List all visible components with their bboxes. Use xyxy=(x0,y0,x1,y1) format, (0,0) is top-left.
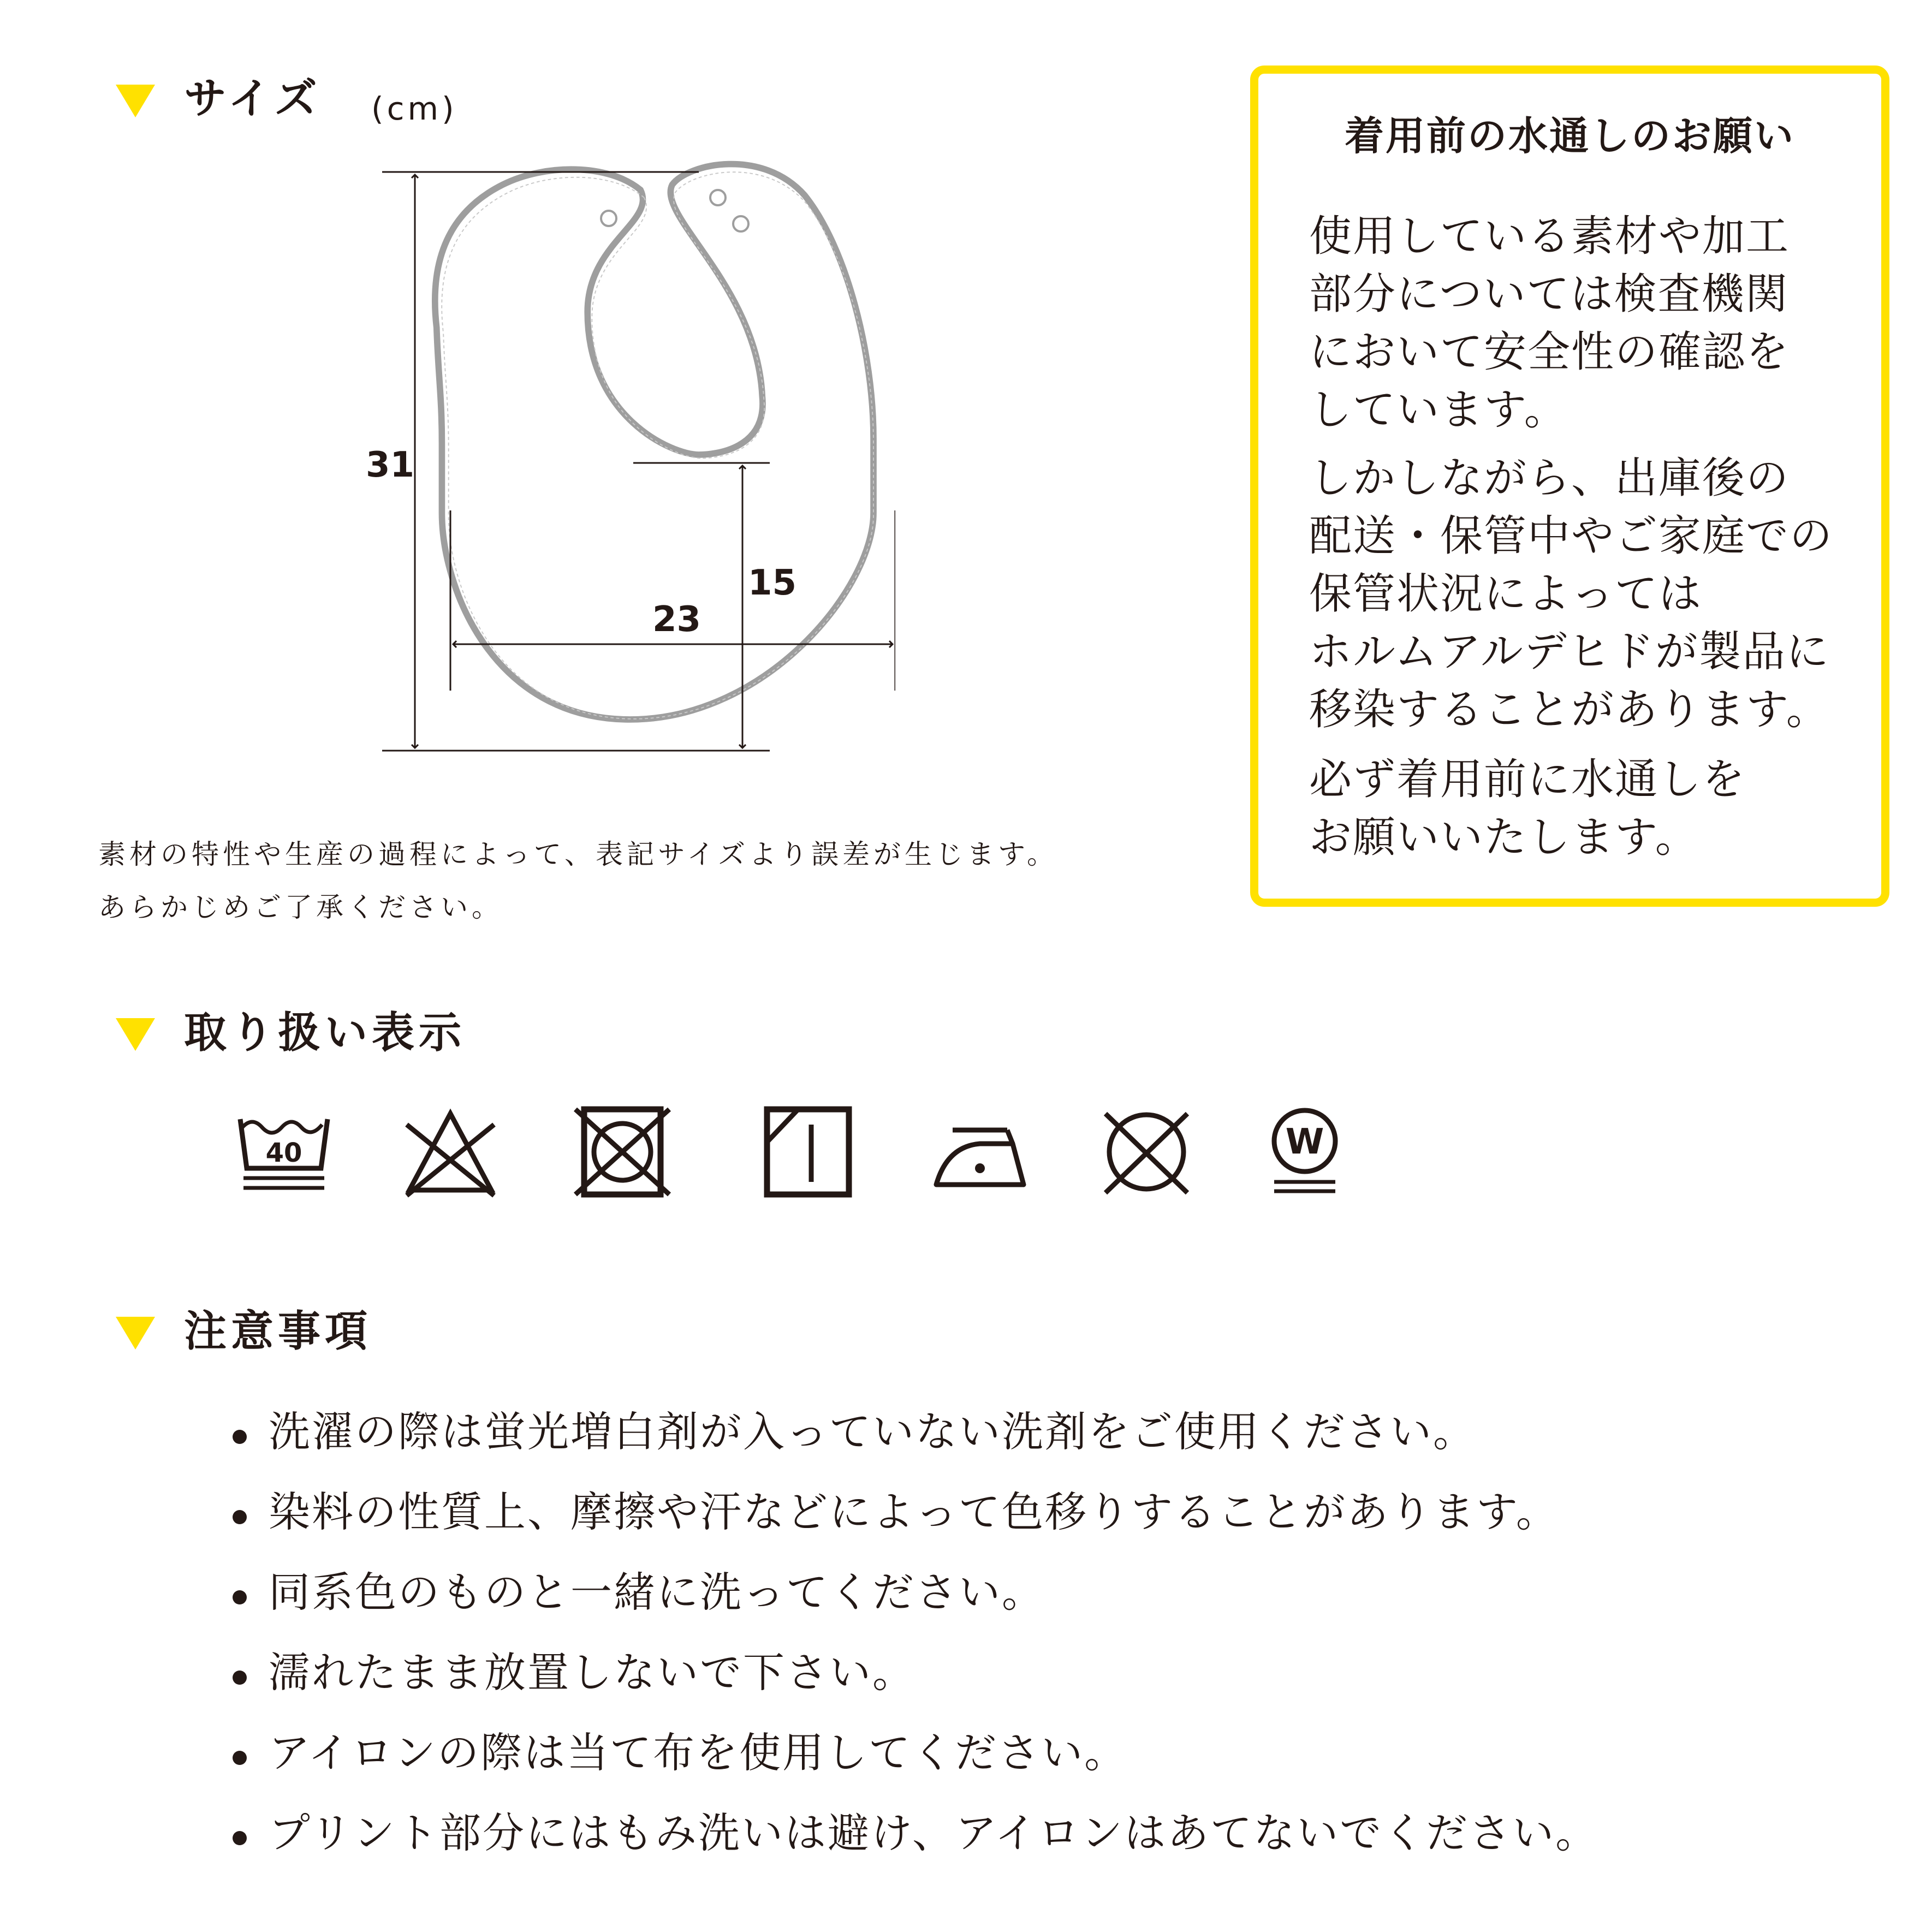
bib-size-diagram xyxy=(349,158,895,759)
notice-line: 配送・保管中やご家庭での xyxy=(1309,512,1834,561)
caution-item: プリント部分にはもみ洗いは避け、アイロンはあてないでください。 xyxy=(229,1812,1598,1893)
notice-line: において安全性の確認を xyxy=(1309,328,1790,377)
snap-left xyxy=(601,211,616,226)
width-value: 23 xyxy=(652,599,702,640)
pre-wash-notice-box xyxy=(1250,66,1889,907)
caution-heading-marker xyxy=(116,1317,155,1350)
caution-item: 同系色のものと一緒に洗ってください。 xyxy=(229,1572,1598,1652)
notice-line: 必ず着用前に水通しを xyxy=(1309,755,1746,804)
care-heading-marker xyxy=(116,1018,155,1051)
notice-line: ホルムアルデヒドが製品に xyxy=(1309,627,1830,676)
notice-line: 使用している素材や加工 xyxy=(1309,212,1790,261)
line-dry-shade-icon xyxy=(759,1103,857,1201)
no-dry-clean-icon xyxy=(1097,1103,1196,1201)
caution-item: 洗濯の際は蛍光増白剤が入っていない洗剤をご使用ください。 xyxy=(229,1411,1598,1491)
iron-low-icon xyxy=(931,1103,1029,1201)
wash-temperature: 40 xyxy=(265,1138,302,1168)
snap-right-1 xyxy=(710,190,726,205)
caution-heading: 注意事項 xyxy=(184,1307,372,1356)
caution-list xyxy=(229,1407,1599,1893)
caution-item: アイロンの際は当て布を使用してください。 xyxy=(229,1732,1598,1812)
notice-line: しかしながら、出庫後の xyxy=(1309,454,1790,503)
size-heading-marker xyxy=(116,85,155,117)
no-tumble-dry-icon xyxy=(573,1103,671,1201)
notice-paragraph-3 xyxy=(1309,751,1746,866)
caution-item: 濡れたまま放置しないで下さい。 xyxy=(229,1652,1598,1732)
size-note-line-1: 素材の特性や生産の過程によって、表記サイズより誤差が生じます。 xyxy=(98,839,1058,870)
notice-paragraph-2 xyxy=(1309,449,1833,739)
notice-line: 移染することがあります。 xyxy=(1309,685,1830,734)
notice-line: しています。 xyxy=(1309,385,1568,435)
snap-right-2 xyxy=(733,216,748,231)
care-heading: 取り扱い表示 xyxy=(184,1008,466,1057)
notice-title: 着用前の水通しのお願い xyxy=(1344,113,1795,159)
notice-paragraph-1 xyxy=(1309,207,1790,439)
height-value: 31 xyxy=(366,445,415,485)
caution-item: 染料の性質上、摩擦や汗などによって色移りすることがあります。 xyxy=(229,1491,1598,1572)
notice-line: 部分については検査機関 xyxy=(1309,270,1789,319)
no-bleach-icon xyxy=(401,1103,500,1201)
size-heading: サイズ xyxy=(184,74,322,123)
wet-clean-mark: W xyxy=(1285,1122,1324,1162)
wet-clean-gentle-icon xyxy=(1256,1103,1354,1201)
notice-line: 保管状況によっては xyxy=(1309,569,1703,619)
wash-40-icon xyxy=(235,1103,333,1201)
size-note-line-2: あらかじめご了承ください。 xyxy=(98,891,503,923)
size-unit: (cm) xyxy=(371,90,457,127)
notice-line: お願いいたします。 xyxy=(1309,813,1699,862)
neck-to-bottom-value: 15 xyxy=(748,563,797,603)
